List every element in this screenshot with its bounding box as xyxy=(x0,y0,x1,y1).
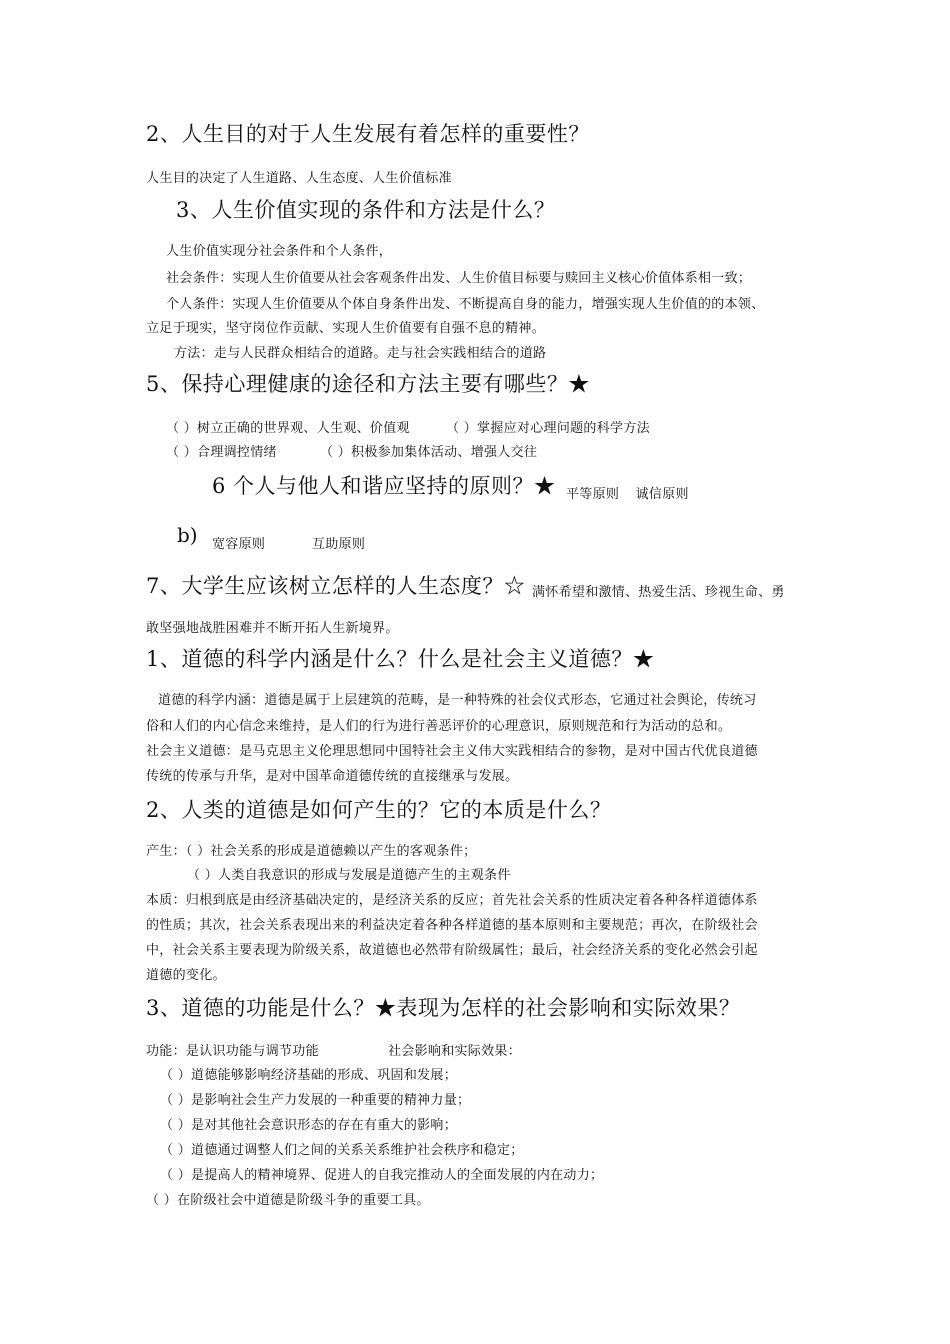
answer-line: 个人条件：实现人生价值要从个体自身条件出发、不断提高自身的能力，增强实现人生价值的的本领、 xyxy=(166,297,765,312)
question-heading: 1、道德的科学内涵是什么？什么是社会主义道德？★ xyxy=(146,647,655,671)
principle-item: 宽容原则 xyxy=(212,537,266,552)
answer-line: 方法：走与人民群众相结合的道路。走与社会实践相结合的道路 xyxy=(174,346,547,361)
list-item: （ ）是影响社会生产力发展的一种重要的精神力量； xyxy=(160,1093,471,1108)
answer-line: 人生价值实现分社会条件和个人条件， xyxy=(166,244,393,259)
answer-line: 产生：（ ）社会关系的形成是道德赖以产生的客观条件； xyxy=(146,844,477,859)
answer-line: （ ）人类自我意识的形成与发展是道德产生的主观条件 xyxy=(187,868,511,883)
answer-line: 的性质；其次，社会关系表现出来的利益决定着各种各样道德的基本原则和主要规范；再次，在阶级社会 xyxy=(146,918,758,933)
principle-inline: 平等原则 诚信原则 xyxy=(566,487,689,502)
answer-line: 本质：归根到底是由经济基础决定的，是经济关系的反应；首先社会关系的性质决定着各种各样道德体系 xyxy=(146,893,758,908)
answer-inline: 满怀希望和激情、热爱生活、珍视生命、勇 xyxy=(532,585,785,600)
question-heading: 2、人类的道德是如何产生的？它的本质是什么？ xyxy=(146,798,612,822)
question-heading: 2、人生目的对于人生发展有着怎样的重要性？ xyxy=(146,122,590,146)
question-heading: 7、大学生应该树立怎样的人生态度？☆ xyxy=(146,574,526,598)
list-item: （ ）积极参加集体活动、增强人交往 xyxy=(320,445,538,460)
list-item: （ ）合理调控情绪 xyxy=(166,445,277,460)
list-item: （ ）道德通过调整人们之间的关系关系维护社会秩序和稳定； xyxy=(160,1143,524,1158)
question-heading: 5、保持心理健康的途径和方法主要有哪些？★ xyxy=(146,372,590,396)
answer-line: 传统的传承与升华，是对中国革命道德传统的直接继承与发展。 xyxy=(146,769,519,784)
list-marker: b) xyxy=(177,523,198,547)
effect-label: 社会影响和实际效果： xyxy=(388,1044,522,1059)
question-heading: 3、道德的功能是什么？★表现为怎样的社会影响和实际效果？ xyxy=(146,996,741,1020)
answer-text: 人生目的决定了人生道路、人生态度、人生价值标准 xyxy=(146,171,452,186)
answer-line: 中，社会关系主要表现为阶级关系，故道德也必然带有阶级属性；最后，社会经济关系的变化必然会引起 xyxy=(146,943,758,958)
question-heading: 6 个人与他人和谐应坚持的原则？★ xyxy=(212,474,556,498)
answer-line: 社会条件：实现人生价值要从社会客观条件出发、人生价值目标要与赎回主义核心价值体系相一致； xyxy=(166,271,752,286)
list-item: （ ）道德能够影响经济基础的形成、巩固和发展； xyxy=(160,1068,458,1083)
list-item: （ ）掌握应对心理问题的科学方法 xyxy=(446,421,650,436)
question-heading: 3、人生价值实现的条件和方法是什么？ xyxy=(176,198,556,222)
answer-line: 敢坚强地战胜困难并不断开拓人生新境界。 xyxy=(146,621,399,636)
answer-line: 道德的科学内涵：道德是属于上层建筑的范畴，是一种特殊的社会仪式形态，它通过社会舆论，传统习 xyxy=(158,693,757,708)
list-item: （ ）是对其他社会意识形态的存在有重大的影响； xyxy=(160,1118,458,1133)
list-item: （ ）在阶级社会中道德是阶级斗争的重要工具。 xyxy=(146,1193,430,1208)
function-text: 功能：是认识功能与调节功能 xyxy=(146,1044,319,1059)
list-item: （ ）是提高人的精神境界、促进人的自我完推动人的全面发展的内在动力； xyxy=(160,1168,604,1183)
answer-line: 俗和人们的内心信念来维持，是人们的行为进行善恶评价的心理意识，原则规范和行为活动的总和。 xyxy=(146,719,732,734)
answer-line: 道德的变化。 xyxy=(146,968,226,983)
answer-line: 社会主义道德：是马克思主义伦理思想同中国特社会主义伟大实践相结合的参物，是对中国古代优良道德 xyxy=(146,744,758,759)
principle-item: 互助原则 xyxy=(312,537,366,552)
answer-line: 立足于现实，坚守岗位作贡献、实现人生价值要有自强不息的精神。 xyxy=(146,321,546,336)
list-item: （ ）树立正确的世界观、人生观、价值观 xyxy=(166,421,410,436)
